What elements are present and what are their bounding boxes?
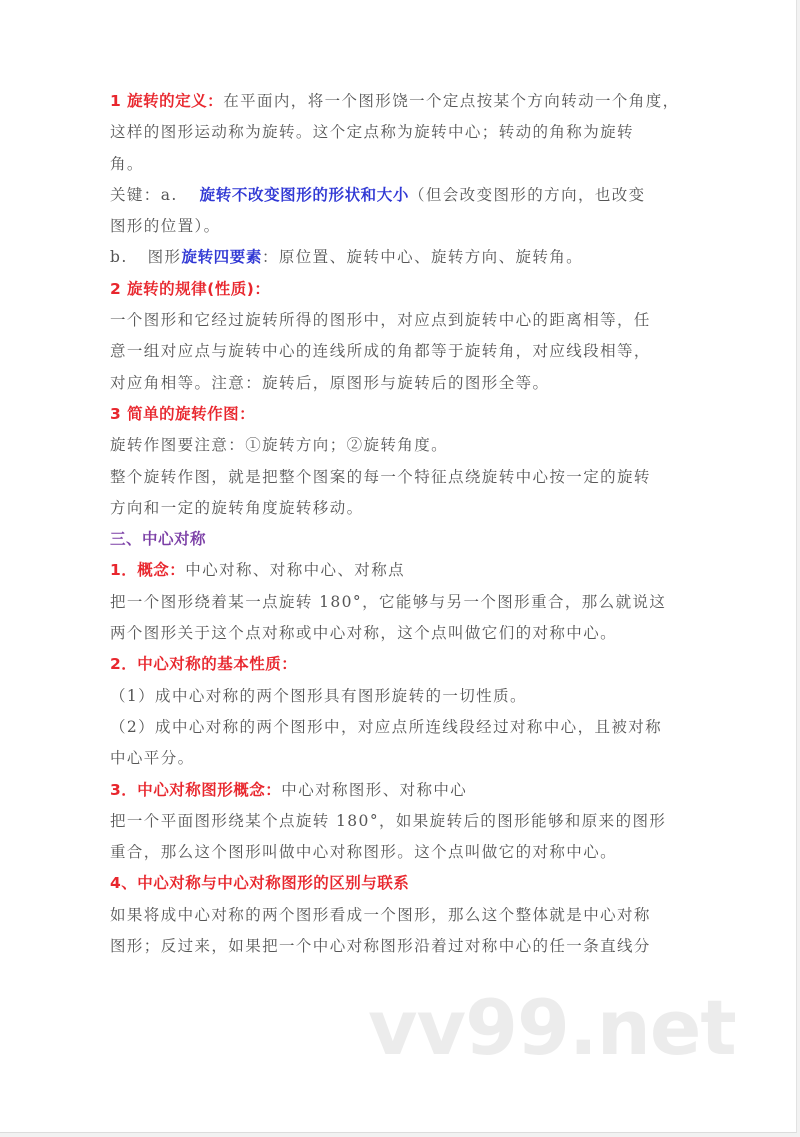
body-text: 旋转作图要注意：①旋转方向；②旋转角度。 xyxy=(110,436,449,455)
key-b-highlight: 旋转四要素 xyxy=(181,248,262,267)
figure-concept-heading-line xyxy=(110,775,690,806)
key-point-b xyxy=(110,242,690,273)
body-text: 对应角相等。注意：旋转后，原图形与旋转后的图形全等。 xyxy=(110,373,550,392)
concept-heading: 1．概念： xyxy=(110,561,186,580)
rotation-drawing-heading: 3 简单的旋转作图： xyxy=(110,404,256,423)
body-text: 重合，那么这个图形叫做中心对称图形。这个点叫做它的对称中心。 xyxy=(110,843,618,862)
body-text: 整个旋转作图，就是把整个图案的每一个特征点绕旋转中心按一定的旋转 xyxy=(110,467,651,486)
body-text: 这样的图形运动称为旋转。这个定点称为旋转中心；转动的角称为旋转 xyxy=(110,123,634,142)
key-a-prefix: 关键：a. xyxy=(110,185,178,204)
body-text: 角。 xyxy=(110,154,144,173)
document-content xyxy=(110,86,690,962)
body-text: 一个图形和它经过旋转所得的图形中，对应点到旋转中心的距离相等，任 xyxy=(110,311,651,330)
rotation-properties-heading: 2 旋转的规律(性质)： xyxy=(110,279,271,298)
body-text: 把一个平面图形绕某个点旋转 180°，如果旋转后的图形能够和原来的图形 xyxy=(110,811,667,830)
key-b-pre: 图形 xyxy=(147,248,182,267)
watermark: vv99.net xyxy=(368,983,736,1072)
figure-concept-heading-rest: 中心对称图形、对称中心 xyxy=(281,780,468,799)
property-item-2: （2）成中心对称的两个图形中，对应点所连线段经过对称中心，且被对称 xyxy=(110,717,663,736)
key-b-prefix: b. xyxy=(110,248,128,267)
key-a-highlight: 旋转不改变图形的形状和大小 xyxy=(199,185,409,204)
rotation-definition-heading: 1 旋转的定义： xyxy=(110,92,224,110)
body-text: 两个图形关于这个点对称或中心对称，这个点叫做它们的对称中心。 xyxy=(110,624,618,643)
key-b-rest: ：原位置、旋转中心、旋转方向、旋转角。 xyxy=(261,248,584,267)
difference-heading: 4、中心对称与中心对称图形的区别与联系 xyxy=(110,874,410,893)
key-point-a xyxy=(110,180,690,211)
body-text: 图形的位置）。 xyxy=(110,217,221,236)
property-item-1: （1）成中心对称的两个图形具有图形旋转的一切性质。 xyxy=(110,686,527,705)
rotation-definition-line-1 xyxy=(110,86,690,117)
body-text: 如果将成中心对称的两个图形看成一个图形，那么这个整体就是中心对称 xyxy=(110,905,651,924)
concept-heading-rest: 中心对称、对称中心、对称点 xyxy=(185,561,405,580)
key-a-rest: （但会改变图形的方向，也改变 xyxy=(408,185,646,204)
body-text: 在平面内，将一个图形饶一个定点按某个方向转动一个角度， xyxy=(223,92,680,110)
body-text: 中心平分。 xyxy=(110,749,195,768)
concept-heading-line xyxy=(110,555,690,586)
body-text: 意一组对应点与旋转中心的连线所成的角都等于旋转角，对应线段相等， xyxy=(110,342,651,361)
properties-heading: 2．中心对称的基本性质： xyxy=(110,655,298,674)
figure-concept-heading: 3．中心对称图形概念： xyxy=(110,780,282,799)
body-text: 把一个图形绕着某一点旋转 180°，它能够与另一个图形重合，那么就说这 xyxy=(110,592,667,611)
body-text: 图形；反过来，如果把一个中心对称图形沿着过对称中心的任一条直线分 xyxy=(110,937,651,956)
central-symmetry-section-heading: 三、中心对称 xyxy=(110,530,207,549)
body-text: 方向和一定的旋转角度旋转移动。 xyxy=(110,498,364,517)
